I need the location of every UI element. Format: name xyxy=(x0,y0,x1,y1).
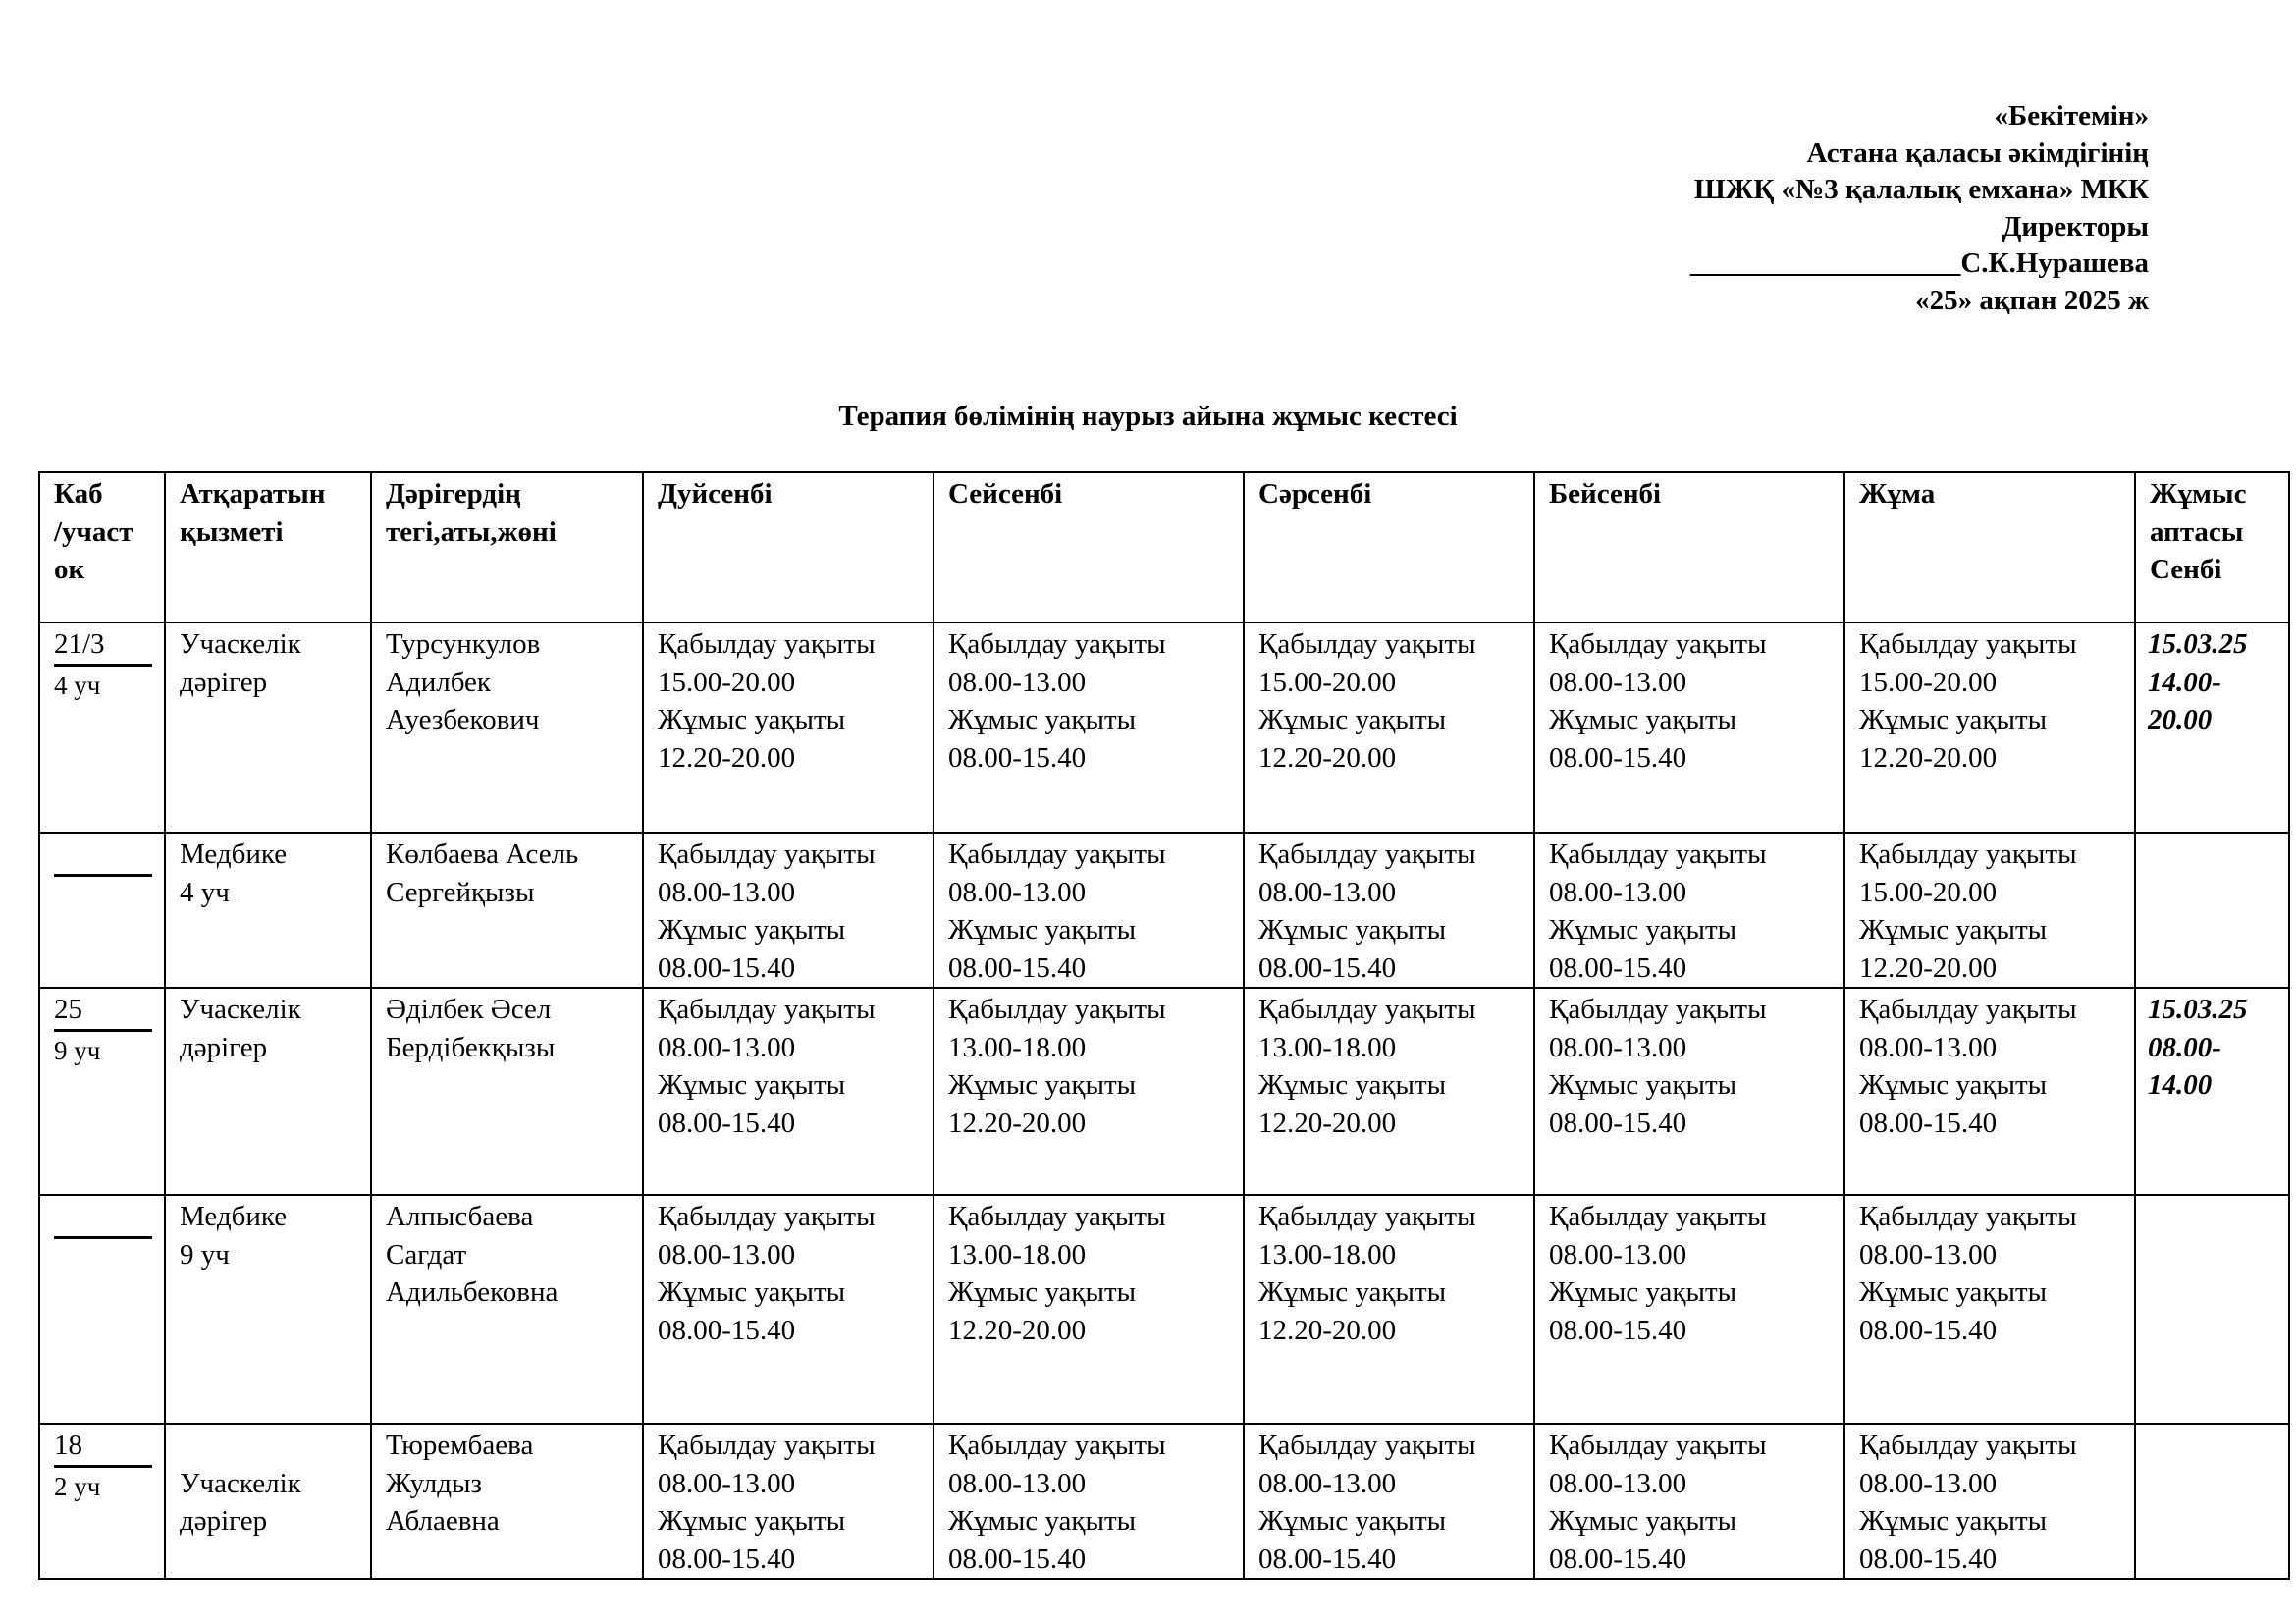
schedule-label: Жұмыс уақыты xyxy=(1258,704,1447,735)
staff-name-line: Сагдат xyxy=(386,1238,467,1271)
schedule-cell-saturday xyxy=(2135,623,2289,833)
schedule-cell-friday xyxy=(1844,1424,2135,1579)
approval-date: «25» ақпан 2025 ж xyxy=(1915,284,2149,316)
table-row xyxy=(39,833,2289,988)
schedule-cell-thursday xyxy=(1534,1195,1844,1424)
schedule-cell-tuesday xyxy=(934,988,1244,1195)
staff-name-line: Сергейқызы xyxy=(386,876,535,908)
schedule-label: Жұмыс уақыты xyxy=(1859,1505,2048,1537)
schedule-time: 08.00-13.00 xyxy=(658,1031,796,1063)
schedule-cell-monday xyxy=(643,1424,934,1579)
plot-number: 2 уч xyxy=(54,1471,101,1501)
schedule-cell-monday xyxy=(643,1195,934,1424)
saturday-line: 15.03.25 xyxy=(2148,994,2248,1025)
saturday-line: 08.00- xyxy=(2148,1031,2221,1063)
schedule-label: Қабылдау уақыты xyxy=(658,1430,876,1461)
header-thursday: Бейсенбі xyxy=(1534,472,1844,623)
cabinet-number: 21/3 xyxy=(54,625,152,667)
approval-signature-line: ___________________С.К.Нурашева xyxy=(1689,247,2149,279)
schedule-time: 08.00-13.00 xyxy=(1258,876,1397,908)
role-line: дәрігер xyxy=(180,1031,268,1063)
staff-name-line: Жулдыз xyxy=(386,1467,482,1499)
schedule-label: Қабылдау уақыты xyxy=(1549,1201,1767,1232)
schedule-time: 13.00-18.00 xyxy=(1258,1238,1397,1271)
schedule-label: Қабылдау уақыты xyxy=(948,994,1166,1025)
schedule-cell-wednesday xyxy=(1244,988,1534,1195)
schedule-label: Жұмыс уақыты xyxy=(1258,1276,1447,1308)
schedule-time: 08.00-15.40 xyxy=(948,741,1087,774)
header-friday: Жұма xyxy=(1844,472,2135,623)
role-line: Учаскелік xyxy=(180,1467,301,1499)
schedule-label: Жұмыс уақыты xyxy=(1258,1505,1447,1537)
schedule-time: 12.20-20.00 xyxy=(1859,951,1998,984)
schedule-time: 08.00-15.40 xyxy=(1859,1543,1998,1575)
schedule-label: Қабылдау уақыты xyxy=(948,628,1166,660)
schedule-cell-tuesday xyxy=(934,833,1244,988)
cabinet-cell xyxy=(39,1195,165,1424)
staff-name-line: Турсункулов xyxy=(386,628,541,660)
schedule-label: Қабылдау уақыты xyxy=(658,1201,876,1232)
role-line: Учаскелік xyxy=(180,628,301,660)
schedule-time: 08.00-13.00 xyxy=(1549,876,1687,908)
schedule-time: 08.00-13.00 xyxy=(1549,1031,1687,1063)
schedule-label: Жұмыс уақыты xyxy=(948,914,1137,946)
schedule-time: 08.00-15.40 xyxy=(658,1107,796,1139)
role-line: дәрігер xyxy=(180,1505,268,1537)
schedule-time: 08.00-13.00 xyxy=(948,876,1087,908)
schedule-label: Жұмыс уақыты xyxy=(658,1069,846,1101)
schedule-time: 08.00-15.40 xyxy=(1258,951,1397,984)
schedule-time: 12.20-20.00 xyxy=(658,741,796,774)
table-row xyxy=(39,623,2289,833)
schedule-cell-thursday xyxy=(1534,623,1844,833)
schedule-cell-friday xyxy=(1844,988,2135,1195)
schedule-cell-friday xyxy=(1844,623,2135,833)
schedule-cell-monday xyxy=(643,833,934,988)
cabinet-number: 18 xyxy=(54,1427,152,1468)
schedule-label: Қабылдау уақыты xyxy=(1258,1430,1476,1461)
schedule-label: Қабылдау уақыты xyxy=(948,1430,1166,1461)
staff-name-cell xyxy=(371,1424,643,1579)
schedule-time: 13.00-18.00 xyxy=(948,1238,1087,1271)
schedule-cell-wednesday xyxy=(1244,1424,1534,1579)
schedule-label: Жұмыс уақыты xyxy=(1258,1069,1447,1101)
cabinet-dash xyxy=(54,874,152,877)
approval-block xyxy=(1690,98,2149,319)
approval-line: «Бекітемін» xyxy=(1994,100,2149,132)
schedule-time: 08.00-13.00 xyxy=(658,1238,796,1271)
approval-line: ШЖҚ «№3 қалалық емхана» МКК xyxy=(1693,174,2149,205)
schedule-time: 13.00-18.00 xyxy=(1258,1031,1397,1063)
schedule-time: 08.00-15.40 xyxy=(1258,1543,1397,1575)
role-line: 4 уч xyxy=(180,876,230,908)
schedule-time: 08.00-15.40 xyxy=(658,1543,796,1575)
schedule-time: 15.00-20.00 xyxy=(1859,876,1998,908)
cabinet-number: 25 xyxy=(54,991,152,1032)
schedule-time: 08.00-15.40 xyxy=(1549,1107,1687,1139)
saturday-line: 14.00- xyxy=(2148,666,2221,698)
header-role: Атқаратын қызметі xyxy=(165,472,371,623)
role-cell xyxy=(165,623,371,833)
schedule-time: 08.00-13.00 xyxy=(1549,666,1687,698)
schedule-cell-wednesday xyxy=(1244,833,1534,988)
schedule-time: 08.00-13.00 xyxy=(1549,1467,1687,1499)
document-title: Терапия бөлімінің наурыз айына жұмыс кестесі xyxy=(838,401,1458,432)
schedule-label: Жұмыс уақыты xyxy=(1549,1276,1737,1308)
schedule-label: Жұмыс уақыты xyxy=(1549,914,1737,946)
schedule-time: 08.00-13.00 xyxy=(658,1467,796,1499)
schedule-time: 12.20-20.00 xyxy=(948,1107,1087,1139)
header-name: Дәрігердің тегі,аты,жөні xyxy=(371,472,643,623)
schedule-time: 08.00-15.40 xyxy=(1549,1314,1687,1346)
schedule-cell-friday xyxy=(1844,833,2135,988)
header-tuesday: Сейсенбі xyxy=(934,472,1244,623)
schedule-label: Қабылдау уақыты xyxy=(658,839,876,870)
staff-name-line: Адилбек xyxy=(386,666,492,698)
schedule-time: 08.00-15.40 xyxy=(658,951,796,984)
header-cabinet: Каб /участ ок xyxy=(39,472,165,623)
header-saturday: Жұмыс аптасы Сенбі xyxy=(2135,472,2289,623)
staff-name-line: Алпысбаева xyxy=(386,1201,534,1232)
schedule-cell-monday xyxy=(643,988,934,1195)
schedule-cell-wednesday xyxy=(1244,1195,1534,1424)
cabinet-cell xyxy=(39,1424,165,1579)
cabinet-cell xyxy=(39,623,165,833)
role-line: Медбике xyxy=(180,839,288,870)
schedule-time: 08.00-13.00 xyxy=(1859,1467,1998,1499)
header-row xyxy=(39,472,2289,623)
staff-name-line: Тюрембаева xyxy=(386,1430,534,1461)
schedule-time: 08.00-13.00 xyxy=(1258,1467,1397,1499)
schedule-label: Жұмыс уақыты xyxy=(1859,1276,2048,1308)
staff-name-line: Аблаевна xyxy=(386,1505,500,1537)
role-cell xyxy=(165,833,371,988)
role-line: дәрігер xyxy=(180,666,268,698)
role-line: 9 уч xyxy=(180,1238,230,1271)
schedule-label: Жұмыс уақыты xyxy=(1549,1505,1737,1537)
staff-name-line: Адильбековна xyxy=(386,1276,559,1308)
schedule-label: Жұмыс уақыты xyxy=(1549,704,1737,735)
saturday-line: 20.00 xyxy=(2148,704,2213,735)
schedule-label: Қабылдау уақыты xyxy=(1549,839,1767,870)
schedule-time: 08.00-15.40 xyxy=(1549,951,1687,984)
schedule-time: 12.20-20.00 xyxy=(1859,741,1998,774)
schedule-time: 12.20-20.00 xyxy=(1258,1107,1397,1139)
schedule-label: Жұмыс уақыты xyxy=(658,704,846,735)
schedule-cell-thursday xyxy=(1534,988,1844,1195)
schedule-label: Қабылдау уақыты xyxy=(658,994,876,1025)
schedule-cell-thursday xyxy=(1534,833,1844,988)
role-line xyxy=(180,1427,358,1465)
schedule-time: 08.00-13.00 xyxy=(658,876,796,908)
schedule-label: Қабылдау уақыты xyxy=(948,1201,1166,1232)
schedule-label: Қабылдау уақыты xyxy=(1859,628,2077,660)
header-monday: Дуйсенбі xyxy=(643,472,934,623)
schedule-time: 15.00-20.00 xyxy=(1258,666,1397,698)
role-cell xyxy=(165,1195,371,1424)
plot-number: 4 уч xyxy=(54,670,101,700)
schedule-label: Қабылдау уақыты xyxy=(1549,1430,1767,1461)
schedule-time: 08.00-15.40 xyxy=(948,1543,1087,1575)
table-row xyxy=(39,988,2289,1195)
schedule-label: Қабылдау уақыты xyxy=(1859,994,2077,1025)
schedule-time: 08.00-15.40 xyxy=(1859,1107,1998,1139)
schedule-time: 08.00-13.00 xyxy=(1859,1031,1998,1063)
schedule-time: 12.20-20.00 xyxy=(1258,1314,1397,1346)
schedule-time: 08.00-13.00 xyxy=(948,1467,1087,1499)
schedule-time: 08.00-15.40 xyxy=(1549,741,1687,774)
schedule-table xyxy=(38,471,2290,1580)
schedule-label: Жұмыс уақыты xyxy=(1258,914,1447,946)
schedule-label: Жұмыс уақыты xyxy=(658,914,846,946)
cabinet-dash xyxy=(54,1236,152,1239)
table-row xyxy=(39,1195,2289,1424)
role-cell xyxy=(165,1424,371,1579)
schedule-cell-thursday xyxy=(1534,1424,1844,1579)
schedule-time: 12.20-20.00 xyxy=(1258,741,1397,774)
schedule-label: Қабылдау уақыты xyxy=(1258,994,1476,1025)
staff-name-cell xyxy=(371,623,643,833)
cabinet-cell xyxy=(39,833,165,988)
staff-name-line: Ауезбекович xyxy=(386,704,540,735)
schedule-label: Қабылдау уақыты xyxy=(658,628,876,660)
schedule-cell-monday xyxy=(643,623,934,833)
plot-number: 9 уч xyxy=(54,1035,101,1065)
schedule-label: Қабылдау уақыты xyxy=(1859,1430,2077,1461)
approval-line: Астана қаласы әкімдігінің xyxy=(1806,136,2149,169)
schedule-label: Жұмыс уақыты xyxy=(948,1069,1137,1101)
schedule-label: Қабылдау уақыты xyxy=(948,839,1166,870)
schedule-label: Жұмыс уақыты xyxy=(1549,1069,1737,1101)
approval-line: Директоры xyxy=(2002,210,2149,243)
saturday-line: 14.00 xyxy=(2148,1069,2213,1101)
schedule-label: Жұмыс уақыты xyxy=(948,704,1137,735)
table-row xyxy=(39,1424,2289,1579)
staff-name-line: Көлбаева Асель xyxy=(386,839,579,870)
schedule-time: 13.00-18.00 xyxy=(948,1031,1087,1063)
schedule-cell-saturday xyxy=(2135,1195,2289,1424)
schedule-time: 15.00-20.00 xyxy=(658,666,796,698)
schedule-label: Жұмыс уақыты xyxy=(1859,704,2048,735)
schedule-cell-wednesday xyxy=(1244,623,1534,833)
role-line: Учаскелік xyxy=(180,994,301,1025)
schedule-label: Қабылдау уақыты xyxy=(1859,839,2077,870)
schedule-cell-saturday xyxy=(2135,833,2289,988)
role-line: Медбике xyxy=(180,1201,288,1232)
saturday-line: 15.03.25 xyxy=(2148,628,2248,660)
schedule-cell-saturday xyxy=(2135,988,2289,1195)
schedule-label: Қабылдау уақыты xyxy=(1859,1201,2077,1232)
schedule-cell-tuesday xyxy=(934,623,1244,833)
staff-name-line: Әділбек Әсел xyxy=(386,994,552,1025)
header-wednesday: Сәрсенбі xyxy=(1244,472,1534,623)
schedule-cell-friday xyxy=(1844,1195,2135,1424)
schedule-label: Қабылдау уақыты xyxy=(1258,628,1476,660)
schedule-time: 08.00-13.00 xyxy=(1859,1238,1998,1271)
schedule-cell-saturday xyxy=(2135,1424,2289,1579)
schedule-time: 15.00-20.00 xyxy=(1859,666,1998,698)
cabinet-cell xyxy=(39,988,165,1195)
schedule-label: Қабылдау уақыты xyxy=(1258,1201,1476,1232)
schedule-label: Жұмыс уақыты xyxy=(658,1276,846,1308)
schedule-time: 12.20-20.00 xyxy=(948,1314,1087,1346)
staff-name-cell xyxy=(371,1195,643,1424)
schedule-time: 08.00-15.40 xyxy=(1859,1314,1998,1346)
schedule-cell-tuesday xyxy=(934,1195,1244,1424)
staff-name-cell xyxy=(371,833,643,988)
schedule-label: Жұмыс уақыты xyxy=(658,1505,846,1537)
role-cell xyxy=(165,988,371,1195)
schedule-label: Қабылдау уақыты xyxy=(1549,628,1767,660)
staff-name-cell xyxy=(371,988,643,1195)
schedule-label: Қабылдау уақыты xyxy=(1258,839,1476,870)
schedule-label: Жұмыс уақыты xyxy=(948,1505,1137,1537)
schedule-time: 08.00-13.00 xyxy=(948,666,1087,698)
schedule-label: Қабылдау уақыты xyxy=(1549,994,1767,1025)
schedule-time: 08.00-13.00 xyxy=(1549,1238,1687,1271)
schedule-time: 08.00-15.40 xyxy=(1549,1543,1687,1575)
staff-name-line: Бердібекқызы xyxy=(386,1031,556,1063)
schedule-label: Жұмыс уақыты xyxy=(1859,914,2048,946)
schedule-label: Жұмыс уақыты xyxy=(948,1276,1137,1308)
schedule-time: 08.00-15.40 xyxy=(658,1314,796,1346)
schedule-cell-tuesday xyxy=(934,1424,1244,1579)
schedule-time: 08.00-15.40 xyxy=(948,951,1087,984)
schedule-label: Жұмыс уақыты xyxy=(1859,1069,2048,1101)
